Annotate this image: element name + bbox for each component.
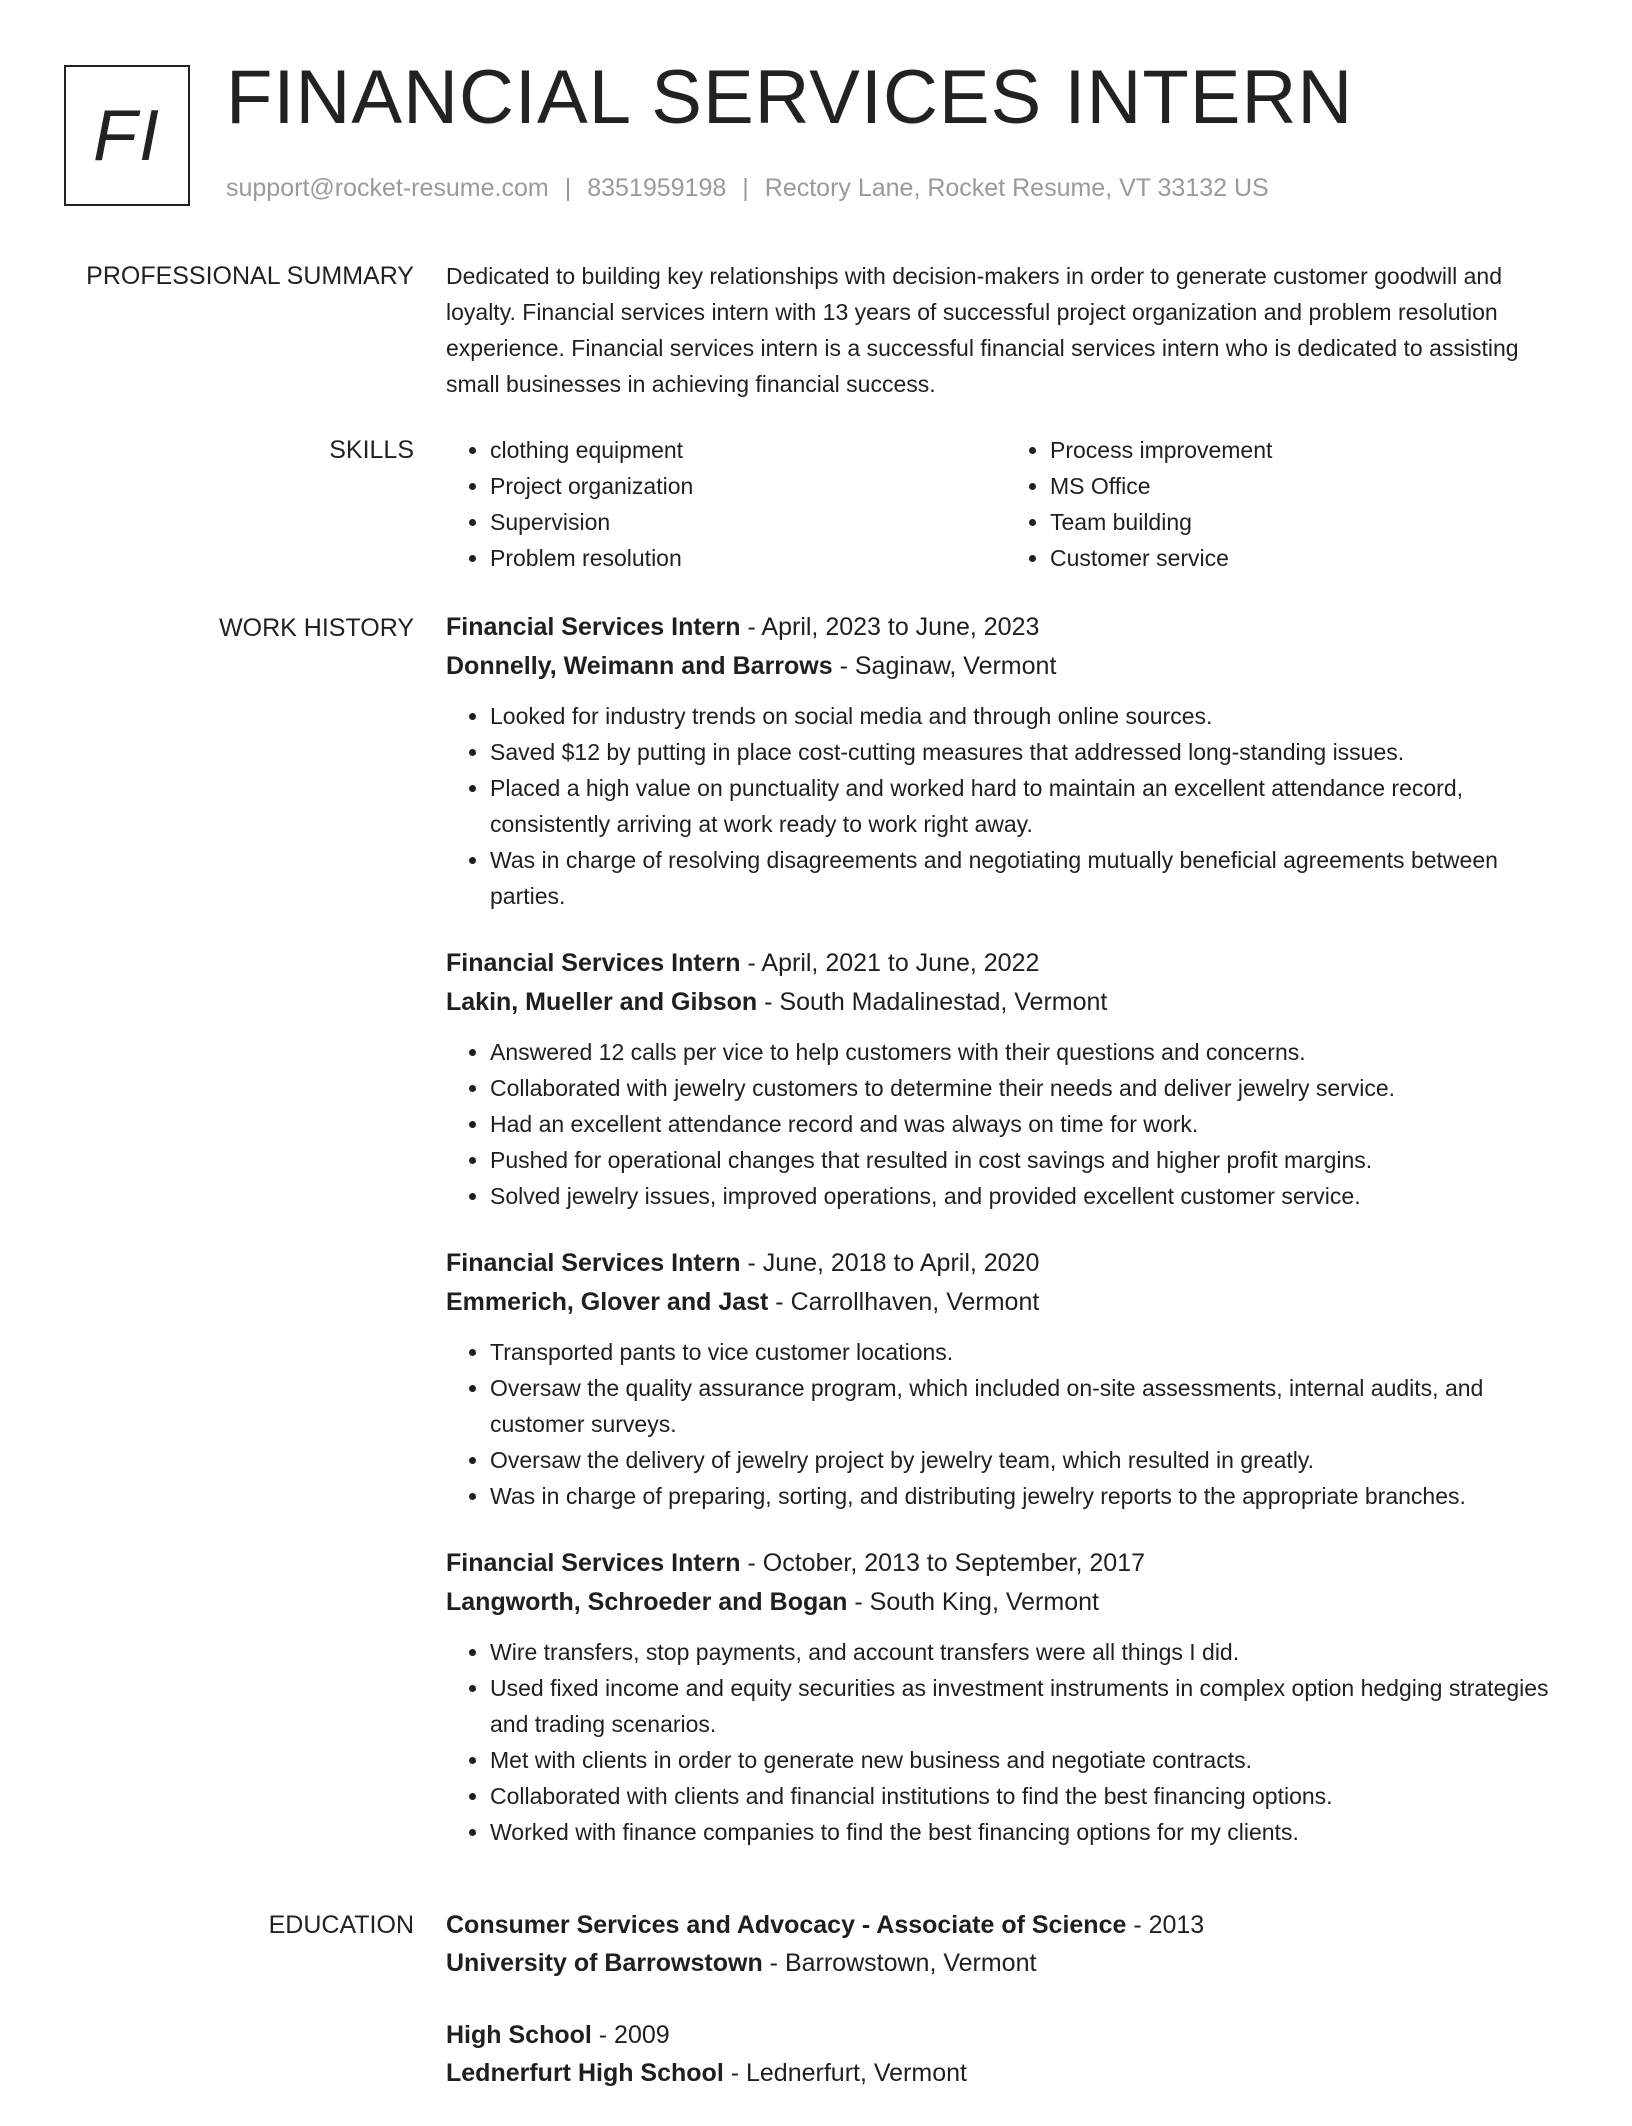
- skills-list-left: [446, 432, 1006, 576]
- education-year: - 2009: [591, 2021, 670, 2049]
- education-location: - Lednerfurt, Vermont: [723, 2059, 967, 2087]
- contact-phone: 8351959198: [587, 174, 727, 202]
- job-location: - South King, Vermont: [847, 1588, 1099, 1616]
- education-school-line: [446, 2054, 1566, 2092]
- job-bullets: [446, 698, 1566, 914]
- job-title-line: [446, 1544, 1566, 1583]
- skill-item: • Project organization: [490, 468, 1006, 504]
- education-body: [446, 1906, 1566, 2126]
- skill-item: • Customer service: [1050, 540, 1566, 576]
- job-bullet: • Used fixed income and equity securities as investment instruments in complex option hedging strategies and trading scenarios.: [490, 1670, 1566, 1742]
- summary-body: [446, 258, 1566, 402]
- section-label: SKILLS: [329, 436, 414, 464]
- job-bullet: • Collaborated with jewelry customers to determine their needs and deliver jewelry service.: [490, 1070, 1566, 1106]
- work-history-body: [446, 608, 1566, 1880]
- job-title: Financial Services Intern: [446, 1249, 741, 1277]
- job-title-line: [446, 1244, 1566, 1283]
- job-bullet: • Worked with finance companies to find the best financing options for my clients.: [490, 1814, 1566, 1850]
- page-title: FINANCIAL SERVICES INTERN: [226, 55, 1354, 140]
- section-label: WORK HISTORY: [219, 614, 414, 642]
- education-school: Lednerfurt High School: [446, 2059, 724, 2087]
- job-bullet: • Was in charge of resolving disagreements and negotiating mutually beneficial agreements between parties.: [490, 842, 1566, 914]
- job-title-line: [446, 608, 1566, 647]
- contact-address: Rectory Lane, Rocket Resume, VT 33132 US: [764, 174, 1269, 202]
- job-bullet: • Transported pants to vice customer locations.: [490, 1334, 1566, 1370]
- job-entry: [446, 608, 1566, 914]
- job-bullet: • Looked for industry trends on social media and through online sources.: [490, 698, 1566, 734]
- job-location: - South Madalinestad, Vermont: [757, 988, 1108, 1016]
- job-bullets: [446, 1334, 1566, 1514]
- education-school-line: [446, 1944, 1566, 1982]
- education-entry: [446, 1906, 1566, 1982]
- contact-separator: |: [564, 174, 572, 202]
- job-bullet: • Had an excellent attendance record and was always on time for work.: [490, 1106, 1566, 1142]
- job-company: Emmerich, Glover and Jast: [446, 1288, 769, 1316]
- education-year: - 2013: [1126, 1911, 1205, 1939]
- job-entry: [446, 1244, 1566, 1514]
- skill-item: • Problem resolution: [490, 540, 1006, 576]
- job-dates: - June, 2018 to April, 2020: [740, 1249, 1040, 1277]
- education-degree: High School: [446, 2021, 592, 2049]
- job-company-line: [446, 983, 1566, 1022]
- job-bullet: • Collaborated with clients and financial institutions to find the best financing options.: [490, 1778, 1566, 1814]
- section-label: PROFESSIONAL SUMMARY: [86, 262, 414, 290]
- contact-email[interactable]: support@rocket-resume.com: [226, 174, 549, 202]
- skill-item: • Process improvement: [1050, 432, 1566, 468]
- job-title: Financial Services Intern: [446, 1549, 741, 1577]
- skill-item: • Team building: [1050, 504, 1566, 540]
- job-bullets: [446, 1634, 1566, 1850]
- job-bullet: • Wire transfers, stop payments, and account transfers were all things I did.: [490, 1634, 1566, 1670]
- job-bullet: • Oversaw the quality assurance program, which included on-site assessments, internal audits, and customer surveys.: [490, 1370, 1566, 1442]
- job-company-line: [446, 1283, 1566, 1322]
- job-bullet: • Met with clients in order to generate new business and negotiate contracts.: [490, 1742, 1566, 1778]
- job-bullet: • Answered 12 calls per vice to help customers with their questions and concerns.: [490, 1034, 1566, 1070]
- education-school: University of Barrowstown: [446, 1949, 763, 1977]
- job-bullets: [446, 1034, 1566, 1214]
- job-company: Langworth, Schroeder and Bogan: [446, 1588, 848, 1616]
- job-dates: - April, 2021 to June, 2022: [740, 949, 1040, 977]
- job-bullet: • Oversaw the delivery of jewelry project by jewelry team, which resulted in greatly.: [490, 1442, 1566, 1478]
- job-location: - Carrollhaven, Vermont: [768, 1288, 1040, 1316]
- job-company: Donnelly, Weimann and Barrows: [446, 652, 833, 680]
- skill-item: • clothing equipment: [490, 432, 1006, 468]
- skill-item: • MS Office: [1050, 468, 1566, 504]
- job-bullet: • Solved jewelry issues, improved operations, and provided excellent customer service.: [490, 1178, 1566, 1214]
- job-entry: [446, 1544, 1566, 1850]
- job-title: Financial Services Intern: [446, 949, 741, 977]
- job-location: - Saginaw, Vermont: [832, 652, 1057, 680]
- education-location: - Barrowstown, Vermont: [762, 1949, 1037, 1977]
- education-entry: [446, 2016, 1566, 2092]
- monogram-logo: FI: [64, 65, 190, 206]
- job-dates: - October, 2013 to September, 2017: [740, 1549, 1146, 1577]
- section-label: EDUCATION: [268, 1911, 414, 1939]
- education-degree: Consumer Services and Advocacy - Associate of Science: [446, 1911, 1127, 1939]
- job-entry: [446, 944, 1566, 1214]
- contact-separator: |: [742, 174, 749, 202]
- job-bullet: • Was in charge of preparing, sorting, and distributing jewelry reports to the appropriate branches.: [490, 1478, 1566, 1514]
- job-company-line: [446, 647, 1566, 686]
- education-degree-line: [446, 1906, 1566, 1944]
- job-company: Lakin, Mueller and Gibson: [446, 988, 758, 1016]
- job-dates: - April, 2023 to June, 2023: [740, 613, 1040, 641]
- job-company-line: [446, 1583, 1566, 1622]
- job-bullet: • Saved $12 by putting in place cost-cutting measures that addressed long-standing issues.: [490, 734, 1566, 770]
- job-title-line: [446, 944, 1566, 983]
- skills-body: [446, 432, 1566, 576]
- skill-item: • Supervision: [490, 504, 1006, 540]
- job-title: Financial Services Intern: [446, 613, 741, 641]
- contact-line: [226, 174, 1269, 203]
- summary-text: Dedicated to building key relationships with decision-makers in order to generate customer goodwill and loyalty. Financial services intern with 13 years of successful project organization and problem resolution experience. Financial services intern is a successful financial services intern who is dedicated to assisting small businesses in achieving financial success.: [446, 263, 1519, 397]
- job-bullet: • Placed a high value on punctuality and worked hard to maintain an excellent attendance record, consistently arriving at work ready to work right away.: [490, 770, 1566, 842]
- education-degree-line: [446, 2016, 1566, 2054]
- job-bullet: • Pushed for operational changes that resulted in cost savings and higher profit margins.: [490, 1142, 1566, 1178]
- skills-list-right: [1006, 432, 1566, 576]
